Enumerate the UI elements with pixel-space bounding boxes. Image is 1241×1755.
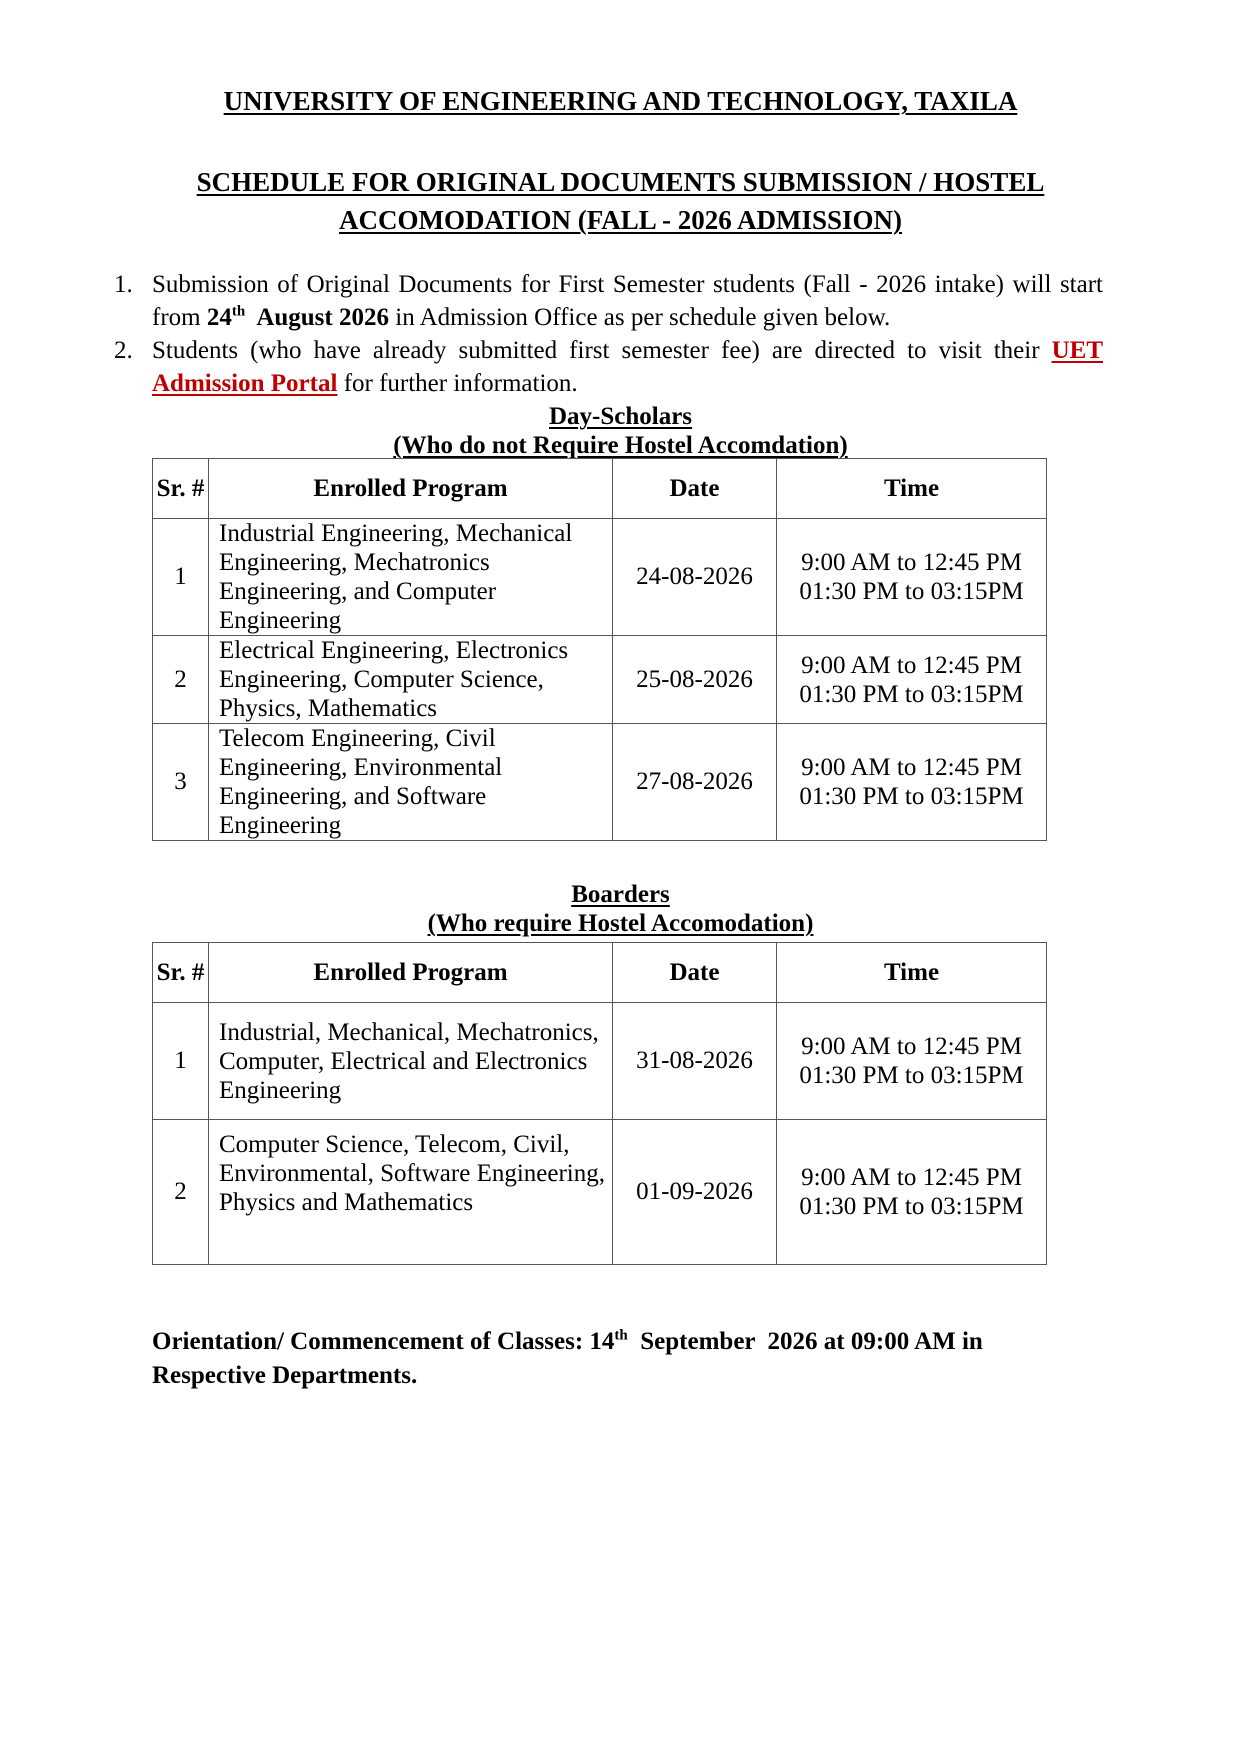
- note-item: 1. Submission of Original Documents for First Semester students (Fall - 2026 intake) will start from 24th August 2026 in Admission Office as per schedule given below.: [108, 268, 1103, 334]
- table-row: 3 Telecom Engineering, Civil Engineering, Environmental Engineering, and Software Engineering 27-08-2026 9:00 AM to 12:45 PM 01:30 PM to 03:15PM: [153, 724, 1047, 841]
- table-row: 1 Industrial Engineering, Mechanical Engineering, Mechatronics Engineering, and Computer Engineering 24-08-2026 9:00 AM to 12:45 PM 01:30 PM to 03:15PM: [153, 519, 1047, 636]
- day-scholars-heading: Day-Scholars (Who do not Require Hostel Accomdation): [393, 403, 848, 459]
- table-row: 2 Electrical Engineering, Electronics Engineering, Computer Science, Physics, Mathematics 25-08-2026 9:00 AM to 12:45 PM 01:30 PM to 03:15PM: [153, 636, 1047, 724]
- col-sr: Sr. #: [153, 459, 209, 519]
- col-program: Enrolled Program: [209, 943, 613, 1003]
- col-time: Time: [777, 943, 1047, 1003]
- table-header-row: [153, 459, 1047, 519]
- note-number: 2.: [114, 337, 133, 364]
- table-row: 2 Computer Science, Telecom, Civil, Environmental, Software Engineering, Physics and Mathematics 01-09-2026 9:00 AM to 12:45 PM 01:30 PM to 03:15PM: [153, 1120, 1047, 1265]
- col-sr: Sr. #: [153, 943, 209, 1003]
- table-header-row: [153, 943, 1047, 1003]
- col-program: Enrolled Program: [209, 459, 613, 519]
- col-time: Time: [777, 459, 1047, 519]
- note-number: 1.: [114, 271, 133, 298]
- notes-list: [108, 268, 1103, 400]
- university-title: UNIVERSITY OF ENGINEERING AND TECHNOLOGY, TAXILA: [223, 86, 1018, 116]
- start-date: 24th August 2026: [206, 303, 389, 331]
- admission-portal-link[interactable]: UET Admission Portal: [152, 337, 1103, 397]
- table-row: 1 Industrial, Mechanical, Mechatronics, Computer, Electrical and Electronics Engineering 31-08-2026 9:00 AM to 12:45 PM 01:30 PM to 03:15PM: [153, 1003, 1047, 1120]
- day-scholars-table: [152, 458, 1047, 841]
- orientation-note: Orientation/ Commencement of Classes: 14th September 2026 at 09:00 AM in Respective Departments.: [152, 1327, 990, 1389]
- col-date: Date: [613, 459, 777, 519]
- col-date: Date: [613, 943, 777, 1003]
- boarders-heading: Boarders (Who require Hostel Accomodation): [427, 881, 814, 937]
- boarders-table: [152, 942, 1047, 1265]
- note-item: 2. Students (who have already submitted first semester fee) are directed to visit their UET Admission Portal for further information.: [108, 334, 1103, 400]
- schedule-title: SCHEDULE FOR ORIGINAL DOCUMENTS SUBMISSION / HOSTEL ACCOMODATION (FALL - 2026 ADMISSION): [196, 167, 1045, 235]
